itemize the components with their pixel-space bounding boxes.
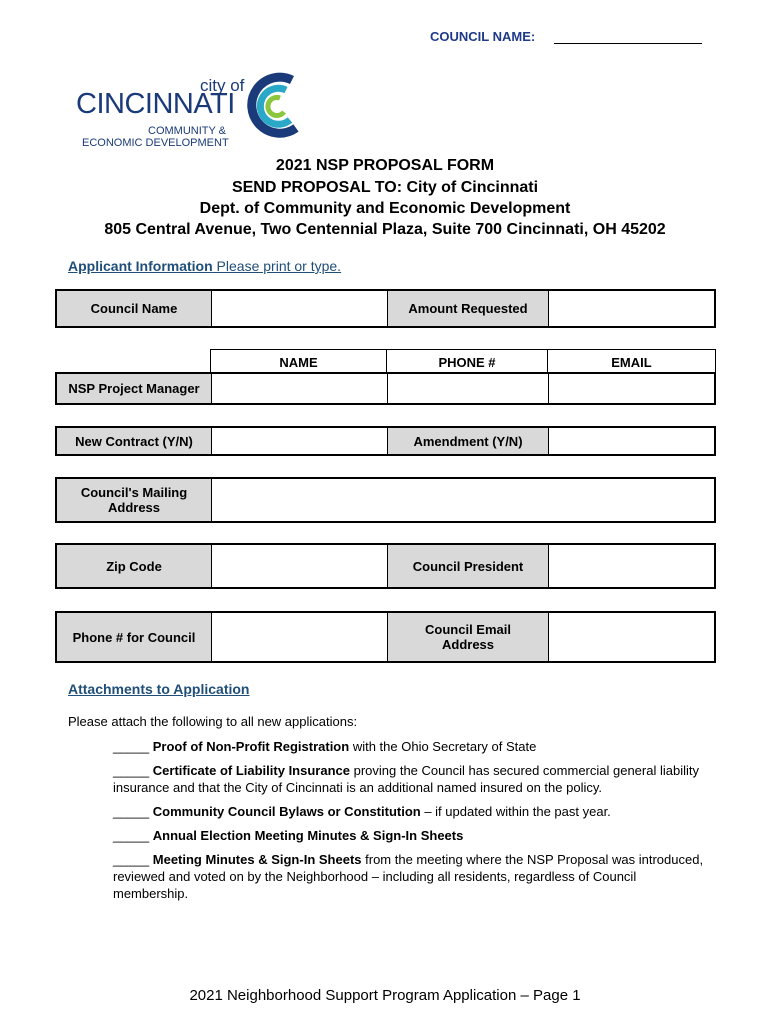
project-manager-label: NSP Project Manager xyxy=(57,374,212,403)
send-to-line: SEND PROPOSAL TO: City of Cincinnati xyxy=(231,179,539,196)
new-contract-label: New Contract (Y/N) xyxy=(57,428,212,454)
zip-row xyxy=(55,543,716,589)
attachments-heading: Attachments to Application xyxy=(68,681,250,697)
city-logo xyxy=(76,70,316,152)
council-name-row xyxy=(55,289,716,328)
phone-for-council-label: Phone # for Council xyxy=(57,613,212,661)
mailing-address-label: Council's Mailing Address xyxy=(57,479,212,521)
council-name-input[interactable] xyxy=(212,291,388,326)
applicant-info-title: Applicant Information xyxy=(68,258,213,274)
council-president-label: Council President xyxy=(388,545,549,587)
attachment-item xyxy=(113,738,713,755)
council-name-field-label: Council Name xyxy=(57,291,212,326)
zip-code-label: Zip Code xyxy=(57,545,212,587)
attachment-item xyxy=(113,762,713,796)
logo-dept-line2: ECONOMIC DEVELOPMENT xyxy=(82,137,229,149)
attachment-blank[interactable]: _____ xyxy=(113,804,153,819)
attachment-blank[interactable]: _____ xyxy=(113,739,153,754)
project-manager-email-input[interactable] xyxy=(549,374,714,403)
col-email-header: EMAIL xyxy=(611,354,652,370)
amendment-input[interactable] xyxy=(549,428,714,454)
zip-code-input[interactable] xyxy=(212,545,388,587)
attachment-item xyxy=(113,803,713,820)
amount-requested-label: Amount Requested xyxy=(388,291,549,326)
manager-header-row xyxy=(210,349,716,374)
council-email-input[interactable] xyxy=(549,613,714,661)
form-title: 2021 NSP PROPOSAL FORM xyxy=(275,157,495,174)
logo-city-of: city of xyxy=(200,76,245,95)
council-name-label: COUNCIL NAME: xyxy=(430,29,536,44)
phone-for-council-input[interactable] xyxy=(212,613,388,661)
attachment-title: Annual Election Meeting Minutes & Sign-In Sheets xyxy=(152,828,464,843)
logo-dept-line1: COMMUNITY & xyxy=(148,125,227,137)
attachment-blank[interactable]: _____ xyxy=(113,828,153,843)
col-name-header: NAME xyxy=(211,350,387,374)
col-phone-header: PHONE # xyxy=(387,350,548,374)
project-manager-row xyxy=(55,372,716,405)
project-manager-phone-input[interactable] xyxy=(388,374,549,403)
council-president-input[interactable] xyxy=(549,545,714,587)
attachment-desc: with the Ohio Secretary of State xyxy=(349,739,537,754)
attachment-title: Proof of Non-Profit Registration xyxy=(152,739,350,754)
attachment-title: Certificate of Liability Insurance xyxy=(152,763,350,778)
council-email-label: Council Email Address xyxy=(388,613,549,661)
attachment-blank[interactable]: _____ xyxy=(113,763,153,778)
attachment-desc: from the meeting where the NSP Proposal was introduced, reviewed and voted on by the Neighborhood – including all residents, regardless of Council membership. xyxy=(113,852,704,901)
logo-c-mark-icon xyxy=(246,70,310,140)
attachments-intro: Please attach the following to all new applications: xyxy=(68,714,358,729)
attachment-desc: proving the Council has secured commercial general liability insurance and that the City of Cincinnati is an additional named insured on the policy. xyxy=(113,763,699,795)
logo-cincinnati: CINCINNATI xyxy=(76,88,235,120)
amount-requested-input[interactable] xyxy=(549,291,714,326)
new-contract-input[interactable] xyxy=(212,428,388,454)
address-line: 805 Central Avenue, Two Centennial Plaza, Suite 700 Cincinnati, OH 45202 xyxy=(104,221,666,238)
attachment-blank[interactable]: _____ xyxy=(113,852,153,867)
applicant-info-sub: Please print or type. xyxy=(212,258,342,274)
attachment-item xyxy=(113,827,713,844)
page-footer: 2021 Neighborhood Support Program Application – Page 1 xyxy=(189,987,581,1004)
council-name-blank[interactable] xyxy=(554,43,702,44)
dept-line: Dept. of Community and Economic Development xyxy=(199,200,571,217)
phone-row xyxy=(55,611,716,663)
mailing-address-input[interactable] xyxy=(212,479,714,521)
amendment-label: Amendment (Y/N) xyxy=(388,428,549,454)
attachment-title: Meeting Minutes & Sign-In Sheets xyxy=(152,852,362,867)
attachment-item xyxy=(113,851,713,902)
project-manager-name-input[interactable] xyxy=(212,374,388,403)
contract-row xyxy=(55,426,716,456)
attachment-desc: – if updated within the past year. xyxy=(420,804,611,819)
attachment-title: Community Council Bylaws or Constitution xyxy=(152,804,421,819)
mailing-address-row xyxy=(55,477,716,523)
applicant-info-heading xyxy=(68,258,341,274)
